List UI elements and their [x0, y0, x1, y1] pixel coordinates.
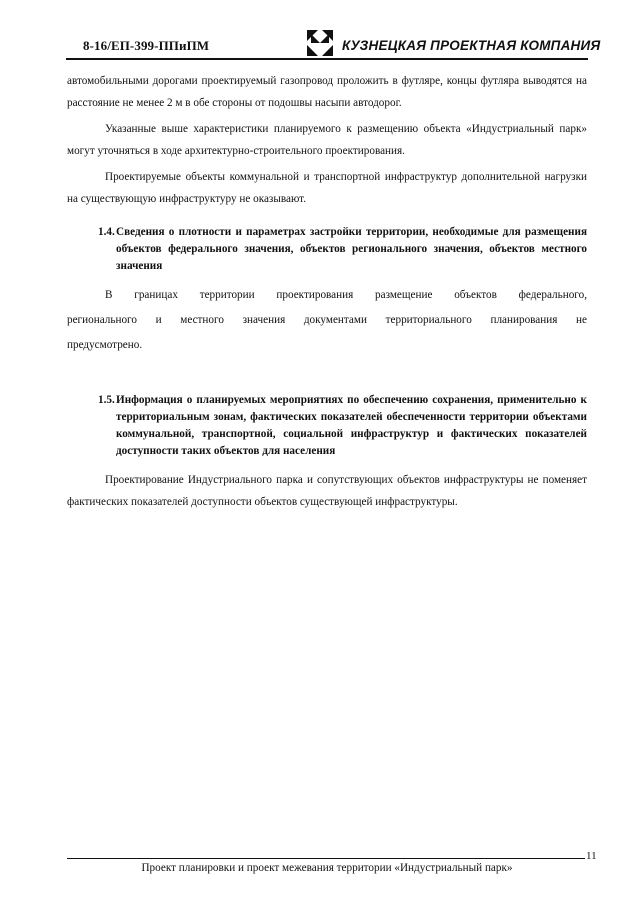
section-title: Информация о планируемых мероприятиях по обеспечению сохранения, применительно к территориальным зонам, фактических показателей обеспеченности территории объектами коммунальной, транспортной, социальной инфраструктур и фактических показателей доступности таких объектов для населения — [116, 394, 587, 457]
section-number: 1.4. — [98, 226, 115, 238]
company-name: КУЗНЕЦКАЯ ПРОЕКТНАЯ КОМПАНИЯ — [342, 38, 601, 53]
page-header — [0, 0, 631, 64]
section-number: 1.5. — [98, 394, 115, 406]
section-title: Сведения о плотности и параметрах застройки территории, необходимые для размещения объектов федерального значения, объектов регионального значения, объектов местного значения — [116, 226, 587, 272]
section-heading-1-5 — [67, 392, 587, 460]
document-body — [67, 70, 587, 513]
section-heading-1-4 — [67, 224, 587, 275]
paragraph-gas-pipeline: автомобильными дорогами проектируемый газопровод проложить в футляре, концы футляра выводятся на расстояние не менее 2 м в обе стороны от подошвы насыпи автодорог. — [67, 75, 587, 109]
paragraph-infrastructure-load: Проектируемые объекты коммунальной и транспортной инфраструктур дополнительной нагрузки на существующую инфраструктуру не оказывают. — [67, 171, 587, 205]
footer-divider — [67, 858, 585, 859]
paragraph-industrial-park: Проектирование Индустриального парка и сопутствующих объектов инфраструктуры не поменяет фактических показателей доступности объектов существующей инфраструктуры. — [67, 474, 587, 508]
header-divider — [66, 58, 588, 60]
footer-title: Проект планировки и проект межевания территории «Индустриальный парк» — [141, 862, 513, 874]
document-code: 8-16/ЕП-399-ППиПМ — [83, 38, 210, 53]
company-logo-icon — [307, 30, 333, 56]
page-number: 11 — [586, 850, 597, 862]
paragraph-characteristics: Указанные выше характеристики планируемого к размещению объекта «Индустриальный парк» могут уточняться в ходе архитектурно-строительного проектирования. — [67, 123, 587, 157]
paragraph-federal-objects: В границах территории проектирования размещение объектов федерального, регионального и местного значения документами территориального планирования не предусмотрено. — [67, 289, 587, 351]
